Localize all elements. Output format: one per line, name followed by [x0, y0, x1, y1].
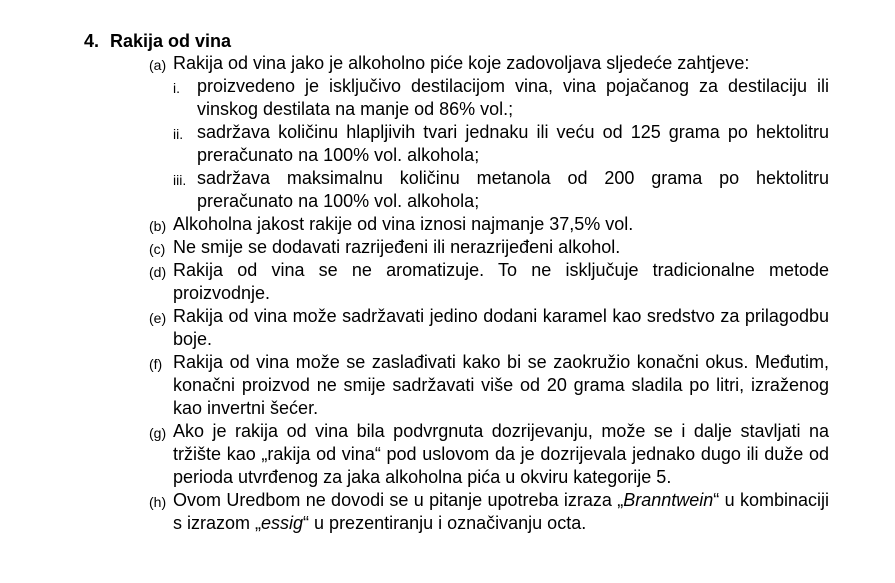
- section-heading: [84, 30, 231, 53]
- section-title: Rakija od vina: [110, 31, 232, 51]
- list-item-d: [149, 259, 829, 305]
- item-marker: (f): [149, 356, 163, 372]
- item-marker: (c): [149, 241, 166, 257]
- item-text: [173, 489, 829, 535]
- item-marker: (g): [149, 425, 167, 441]
- item-text-part: “ u prezentiranju i označivanju octa.: [303, 513, 587, 533]
- list-item-e: [149, 305, 829, 351]
- item-marker: (d): [149, 264, 167, 280]
- sub-item-i: [173, 75, 829, 121]
- item-marker: (h): [149, 494, 167, 510]
- list-item-a: [149, 52, 829, 75]
- item-marker: (b): [149, 218, 167, 234]
- sub-item-marker: ii.: [173, 126, 184, 142]
- list-item-f: [149, 351, 829, 420]
- italic-term-branntwein: Branntwein: [623, 490, 714, 510]
- item-marker: (a): [149, 57, 167, 73]
- sub-item-marker: iii.: [173, 172, 187, 188]
- item-marker: (e): [149, 310, 167, 326]
- item-text: Alkoholna jakost rakije od vina iznosi najmanje 37,5% vol.: [173, 214, 634, 234]
- item-text: Rakija od vina se ne aromatizuje. To ne isključuje tradicionalne metode proizvodnje.: [173, 260, 829, 303]
- item-text: Rakija od vina može sadržavati jedino dodani karamel kao sredstvo za prilagodbu boje.: [173, 306, 829, 349]
- sub-item-marker: i.: [173, 80, 180, 96]
- list-item-b: [149, 213, 829, 236]
- list-item-c: [149, 236, 829, 259]
- item-text-part: “ u kombinaciji s izrazom „: [173, 490, 829, 533]
- item-text: Rakija od vina može se zaslađivati kako bi se zaokružio konačni okus. Međutim, konačni proizvod ne smije sadržavati više od 20 grama sladila po litri, izraženog kao invertni šećer.: [173, 352, 829, 418]
- item-text: Ako je rakija od vina bila podvrgnuta dozrijevanju, može se i dalje stavljati na tržište kao „rakija od vina“ pod uslovom da je dozrijevala jednako dugo ili duže od perioda utvrđenog za jaka alkoholna pića u okviru kategorije 5.: [173, 421, 829, 487]
- list-item-g: [149, 420, 829, 489]
- item-text-part: Ovom Uredbom ne dovodi se u pitanje upotreba izraza „: [173, 490, 624, 510]
- section-number: 4.: [84, 31, 100, 51]
- item-text: Rakija od vina jako je alkoholno piće koje zadovoljava sljedeće zahtjeve:: [173, 53, 750, 73]
- list-item-h: [149, 489, 829, 535]
- sub-item-ii: [173, 121, 829, 167]
- sub-item-text: proizvedeno je isključivo destilacijom vina, vina pojačanog za destilaciju ili vinskog destilata na manje od 86% vol.;: [197, 76, 829, 119]
- sub-item-text: sadržava maksimalnu količinu metanola od 200 grama po hektolitru preračunato na 100% vol. alkohola;: [197, 168, 829, 211]
- sub-item-iii: [173, 167, 829, 213]
- italic-term-essig: essig: [261, 513, 304, 533]
- sub-item-text: sadržava količinu hlapljivih tvari jednaku ili veću od 125 grama po hektolitru preračunato na 100% vol. alkohola;: [197, 122, 829, 165]
- item-text: Ne smije se dodavati razrijeđeni ili nerazrijeđeni alkohol.: [173, 237, 621, 257]
